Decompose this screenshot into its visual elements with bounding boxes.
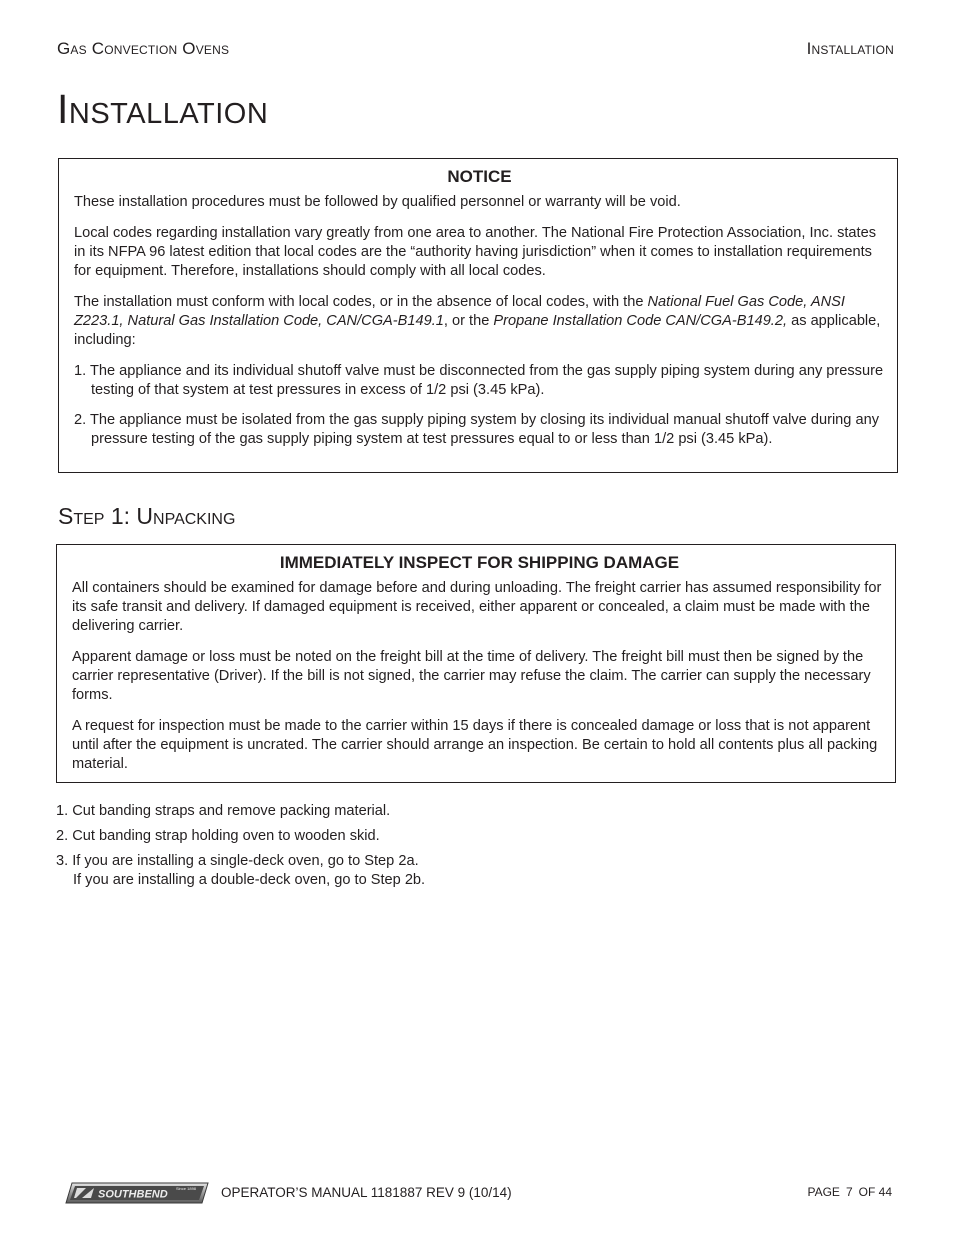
page-number (807, 1185, 892, 1199)
list-item: 2. Cut banding strap holding oven to wooden skid. (56, 828, 380, 844)
damage-paragraph: A request for inspection must be made to the carrier within 15 days if there is concealed damage or loss that is not apparent until after the equipment is uncrated. The carrier should arrange an inspection. Be certain to hold all contents plus all packing material. (72, 718, 878, 772)
shipping-damage-box (56, 544, 896, 783)
damage-paragraph: All containers should be examined for damage before and during unloading. The freight carrier has assumed responsibility for its safe transit and delivery. If damaged equipment is received, either apparent or concealed, a claim must be made with the delivering carrier. (72, 580, 882, 634)
notice-paragraph: Local codes regarding installation vary greatly from one area to another. The National Fire Protection Association, Inc. states in its NFPA 96 latest edition that local codes are the “authority having jurisdiction” when it comes to installation requirements for equipment. Therefore, installations should comply with all local codes. (74, 225, 877, 279)
notice-box (58, 158, 898, 473)
manual-id: OPERATOR’S MANUAL 1181887 REV 9 (10/14) (221, 1185, 512, 1200)
running-header-left: Gas Convection Ovens (57, 39, 230, 58)
code-citation: National Fuel Gas Code, ANSI Z223.1, Natural Gas Installation Code, CAN/CGA-B149.1 (74, 294, 845, 329)
notice-title: NOTICE (447, 167, 512, 186)
notice-list (74, 362, 885, 449)
unpacking-steps (56, 802, 425, 896)
text-run: as applicable, including: (74, 313, 881, 348)
logo-text: SOUTHBEND (98, 1188, 168, 1201)
page-label: PAGE (807, 1185, 840, 1199)
notice-paragraph-codes (74, 293, 885, 350)
list-item (56, 852, 425, 890)
page-current: 7 (845, 1185, 853, 1199)
logo-since: Since 1898 (176, 1186, 197, 1191)
text-run: The installation must conform with local codes, or in the absence of local codes, with the (74, 294, 648, 310)
step-text: If you are installing a double-deck oven, go to Step 2b. (73, 872, 426, 888)
page-total: OF 44 (858, 1185, 892, 1199)
notice-paragraph: These installation procedures must be followed by qualified personnel or warranty will be void. (74, 194, 681, 210)
list-item: 1. Cut banding straps and remove packing material. (56, 803, 391, 819)
running-header-right: Installation (806, 39, 894, 58)
code-citation: Propane Installation Code CAN/CGA-B149.2, (493, 313, 788, 329)
step-text: 3. If you are installing a single-deck oven, go to Step 2a. (56, 853, 419, 869)
list-item: 1. The appliance and its individual shutoff valve must be disconnected from the gas supply piping system during any pressure testing of that system at test pressures in excess of 1/2 psi (3.45 kPa). (74, 363, 884, 398)
page-title: Installation (57, 86, 269, 132)
section-heading-step1: Step 1: Unpacking (58, 503, 236, 529)
text-run: , or the (443, 313, 494, 329)
shipping-damage-title: IMMEDIATELY INSPECT FOR SHIPPING DAMAGE (279, 553, 680, 572)
damage-paragraph: Apparent damage or loss must be noted on the freight bill at the time of delivery. The freight bill must then be signed by the carrier representative (Driver). If the bill is not signed, the carrier may refuse the claim. The carrier can supply the necessary forms. (72, 649, 871, 703)
southbend-logo (64, 1182, 210, 1204)
list-item: 2. The appliance must be isolated from the gas supply piping system by closing its individual manual shutoff valve during any pressure testing of the gas supply piping system at test pressures equal to or less than 1/2 psi (3.45 kPa). (74, 412, 880, 447)
page-footer (0, 1178, 954, 1208)
